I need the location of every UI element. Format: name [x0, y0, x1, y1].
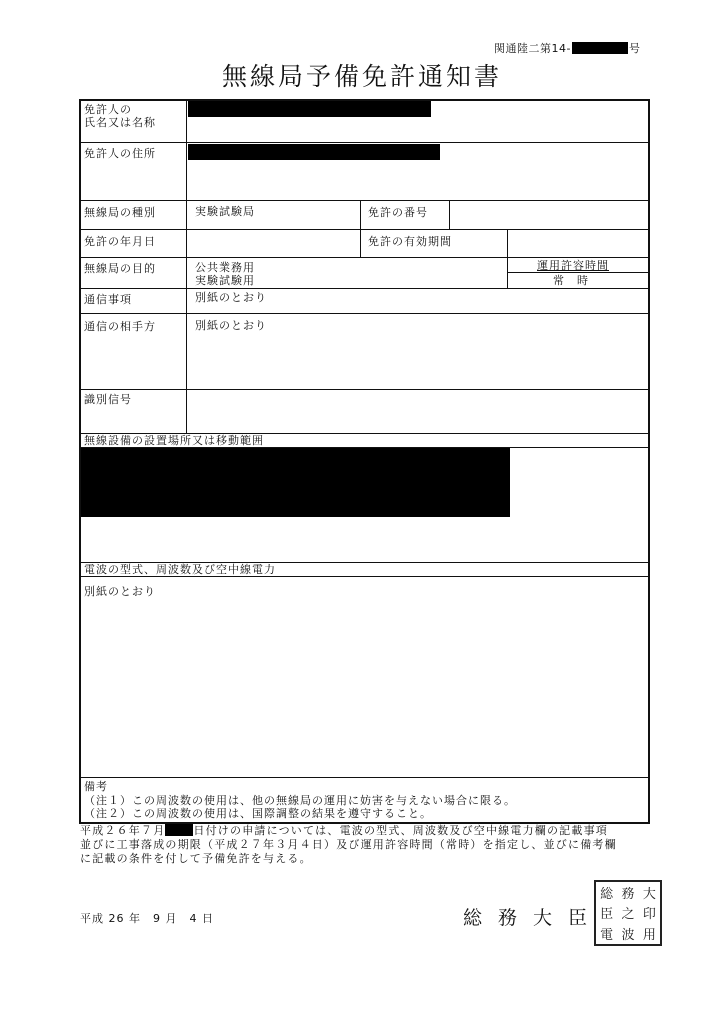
counterpart-label: 通信の相手方 — [84, 320, 156, 333]
redacted-licensee-name — [188, 101, 431, 117]
seal-glyph: 臣 — [600, 907, 614, 923]
licensee-name-label-line2: 氏名又は名称 — [84, 116, 156, 129]
issuance-paragraph — [80, 824, 620, 866]
cell-divider — [507, 272, 650, 273]
seal-glyph: 波 — [621, 928, 635, 944]
reference-suffix: 号 — [628, 42, 641, 55]
license-number-label: 免許の番号 — [368, 206, 428, 219]
callsign-label: 識別信号 — [84, 393, 132, 406]
row-divider — [79, 389, 650, 390]
licensee-name-label-line1: 免許人の — [84, 103, 132, 116]
cell-divider — [507, 229, 508, 288]
station-type-value: 実験試験局 — [195, 205, 255, 218]
issuance-text-start: 平成２６年７月 — [80, 824, 166, 837]
seal-glyph: 大 — [642, 886, 656, 902]
emission-label: 電波の型式、周波数及び空中線電力 — [84, 563, 276, 576]
cell-divider — [449, 200, 450, 229]
row-divider — [79, 200, 650, 201]
license-date-label: 免許の年月日 — [84, 235, 156, 248]
seal-glyph: 総 — [600, 886, 614, 902]
label-column-divider — [186, 99, 187, 434]
row-divider — [79, 576, 650, 577]
operating-hours-label: 運用許容時間 — [537, 259, 609, 272]
official-seal-stamp — [594, 880, 662, 946]
purpose-label: 無線局の目的 — [84, 262, 156, 275]
communication-items-value: 別紙のとおり — [195, 291, 267, 304]
row-divider — [79, 313, 650, 314]
issuance-text-rest: 日付けの申請については、電波の型式、周波数及び空中線電力欄の記載事項並びに工事落成の期限（平成２７年３月４日）及び運用許容時間（常時）を指定し、並びに備考欄に記載の条件を付して予備免許を与える。 — [80, 824, 617, 865]
table-border-right — [648, 99, 650, 824]
emission-value: 別紙のとおり — [84, 585, 156, 598]
document-title: 無線局予備免許通知書 — [221, 62, 502, 91]
licensee-address-label: 免許人の住所 — [84, 147, 156, 160]
licensee-name-label — [84, 103, 156, 129]
redacted-licensee-address — [188, 144, 440, 160]
counterpart-value: 別紙のとおり — [195, 319, 267, 332]
seal-glyph: 電 — [600, 928, 614, 944]
operating-hours-value: 常 時 — [553, 274, 589, 287]
remark-note-1: （注１）この周波数の使用は、他の無線局の運用に妨害を与えない場合に限る。 — [84, 794, 516, 807]
purpose-value-line2: 実験試験用 — [195, 274, 255, 287]
seal-glyph: 務 — [621, 886, 635, 902]
redacted-location — [81, 448, 510, 517]
communication-items-label: 通信事項 — [84, 293, 132, 306]
minister-signature: 総務大臣 — [463, 907, 604, 929]
redaction-bar — [165, 824, 193, 836]
issue-date: 平成 26 年 9 月 4 日 — [80, 912, 214, 925]
purpose-value-line1: 公共業務用 — [195, 261, 255, 274]
purpose-value — [195, 261, 255, 287]
seal-glyph: 之 — [621, 907, 635, 923]
validity-label: 免許の有効期間 — [368, 235, 452, 248]
row-divider — [79, 142, 650, 143]
row-divider — [79, 288, 650, 289]
row-divider — [79, 229, 650, 230]
reference-prefix: 関通陸二第14- — [494, 42, 571, 55]
seal-glyph: 印 — [642, 907, 656, 923]
seal-glyph: 用 — [642, 928, 656, 944]
row-divider — [79, 257, 650, 258]
remark-note-2: （注２）この周波数の使用は、国際調整の結果を遵守すること。 — [84, 807, 432, 820]
row-divider — [79, 777, 650, 778]
station-type-label: 無線局の種別 — [84, 206, 156, 219]
cell-divider — [360, 200, 361, 257]
remarks-label: 備考 — [84, 780, 108, 793]
location-label: 無線設備の設置場所又は移動範囲 — [84, 434, 264, 447]
